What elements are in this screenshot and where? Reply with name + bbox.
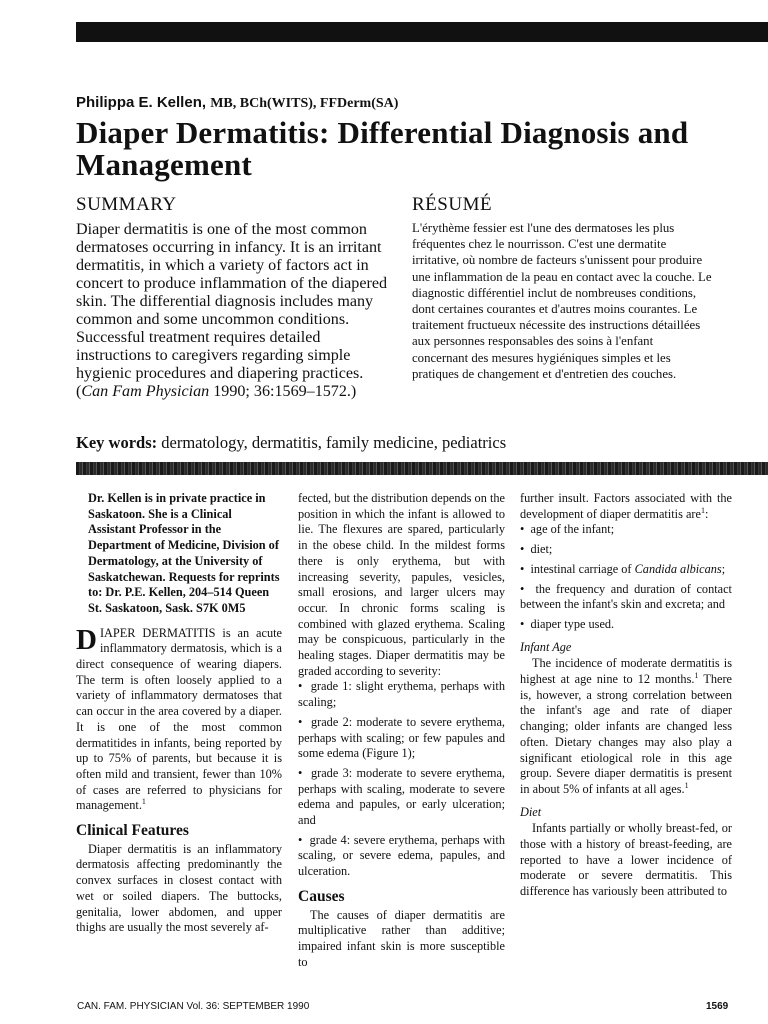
diet-paragraph: Infants partially or wholly breast-fed, or those with a history of breast-feeding, are reported to have a lower incidence of moderate or severe dermatitis. This difference has variously been attributed to [520,821,732,899]
reference-marker: 1 [684,780,689,790]
reference-marker: 1 [141,797,146,807]
citation-open: ( [76,383,82,400]
summary-body [76,221,398,401]
clinical-features-paragraph: Diaper dermatitis is an inflammatory dermatosis affecting predominantly the convex surfaces in closest contact with wet or soiled diapers. The buttocks, genitalia, lower abdomen, and upper thighs are usually the most severely af- [76,841,282,935]
grade-item: • grade 1: slight erythema, perhaps with scaling; [298,679,505,710]
infant-age-text-2: There is, however, a strong correlation between the infant's age and rate of diaper changing; older infants are changed less often. Dietary changes may also play a significant etiological role in this age group. Severe diaper dermatitis is present in about 5% of infants at all ages. [520,672,732,796]
causes-continued-text: further insult. Factors associated with the development of diaper dermatitis are [520,491,732,521]
citation-rest: 1990; 36:1569–1572.) [209,383,357,400]
colon: : [704,506,709,521]
column-1 [76,491,282,936]
factor-item: • diet; [520,542,732,558]
drop-cap: D [76,623,97,656]
intro-paragraph [76,623,282,814]
factor-item: • age of the infant; [520,522,732,538]
section-divider-bar [76,462,768,475]
factor-candida-italic: Candida albicans [634,561,722,576]
clinical-continued-paragraph: fected, but the distribution depends on the position in which the infant is allowed to lie. The flexures are spared, particularly in the obese child. In the mildest forms there is only erythema, but with increasing severity, papules, vesicles, small erosions, and larger ulcers may occur. In chronic forms scaling is combined with glazed erythema. Scaling may be conspicuous, particularly in the healing stages. Diaper dermatitis may be graded according to severity: [298,491,505,678]
reference-marker: 1 [694,670,699,680]
factor-item [520,562,732,578]
causes-continued-paragraph [520,491,732,522]
citation-journal: Can Fam Physician [81,383,210,400]
infant-age-paragraph [520,656,732,797]
infant-age-text: The incidence of moderate dermatitis is highest at age nine to 12 months. [520,656,732,687]
resume-body: L'érythème fessier est l'une des dermatoses les plus fréquentes chez le nourrisson. C'est une dermatite irritative, où nombre de facteurs s'unissent pour produire une inflammation de la peau en contact avec la couche. Le diagnostic différentiel inclut de nombreuses conditions, dont certaines courantes et d'autres moins courantes. Le traitement fructueux nécessite des instructions détaillées aux personnes responsables des soins à l'enfant concernant des mesures hygiéniques simples et les pratiques de changement et d'entretien des couches. [412,221,712,381]
column-2 [298,491,505,970]
factor-candida-post: ; [721,561,726,576]
header-rule-bar [76,22,768,42]
article-title: Diaper Dermatitis: Differential Diagnosis and Management [76,115,689,182]
keywords-line [76,433,506,453]
grade-list [298,679,505,879]
keywords-value: dermatology, dermatitis, family medicine, pediatrics [157,433,507,452]
factor-item: • the frequency and duration of contact between the infant's skin and excreta; and [520,582,732,613]
factor-list [520,522,732,632]
factor-item: • diaper type used. [520,617,732,633]
footer-journal: CAN. FAM. PHYSICIAN Vol. 36: SEPTEMBER 1990 [77,1001,310,1012]
grade-item: • grade 2: moderate to severe erythema, perhaps with scaling; or few papules and some edema (Figure 1); [298,715,505,762]
clinical-features-heading: Clinical Features [76,822,189,840]
author-credentials: MB, BCh(WITS), FFDerm(SA) [210,96,399,111]
column-3 [520,491,732,900]
summary-text: Diaper dermatitis is one of the most common dermatoses occurring in infancy. It is an irritant dermatitis, in which a variety of factors act in concert to produce inflammation of the diapered skin. The differential diagnosis includes many common and some uncommon conditions. Successful treatment requires detailed instructions to caregivers regarding simple hygienic procedures and diapering practices. [76,221,388,382]
diet-heading: Diet [520,804,542,819]
author-name: Philippa E. Kellen, [76,94,207,111]
intro-text: IAPER DERMATITIS is an acute inflammatory dermatosis, which is a direct consequence of wearing diapers. The term is often loosely applied to a variety of inflammatory dermatoses that can occur in the area covered by a diaper. It is one of the most common dermatitides in infants, being reported by up to 75% of parents, but because it is often mild and transient, fewer than 10% of cases are referred to physicians for management. [76,625,282,813]
causes-paragraph: The causes of diaper dermatitis are multiplicative rather than additive; impaired infant skin is more susceptible to [298,907,505,969]
grade-item: • grade 3: moderate to severe erythema, perhaps with scaling, moderate to severe edema and papules, or early ulceration; and [298,766,505,829]
causes-heading: Causes [298,887,345,905]
summary-heading: SUMMARY [76,194,177,215]
infant-age-heading: Infant Age [520,639,572,654]
reference-marker: 1 [700,505,705,515]
author-line [76,94,398,112]
footer-page-number: 1569 [706,1001,729,1012]
factor-candida-pre: intestinal carriage of [530,561,635,576]
author-affiliation: Dr. Kellen is in private practice in Saskatoon. She is a Clinical Assistant Professor in the Department of Medicine, Division of Dermatology, at the University of Saskatchewan. Requests for reprints to: Dr. P.E. Kellen, 204–514 Queen St. Saskatoon, Sask. S7K 0M5 [88,491,280,615]
keywords-label: Key words: [76,433,158,452]
resume-heading: RÉSUMÉ [412,194,493,215]
grade-item: • grade 4: severe erythema, perhaps with scaling, or severe edema, papules, and ulceration. [298,833,505,880]
